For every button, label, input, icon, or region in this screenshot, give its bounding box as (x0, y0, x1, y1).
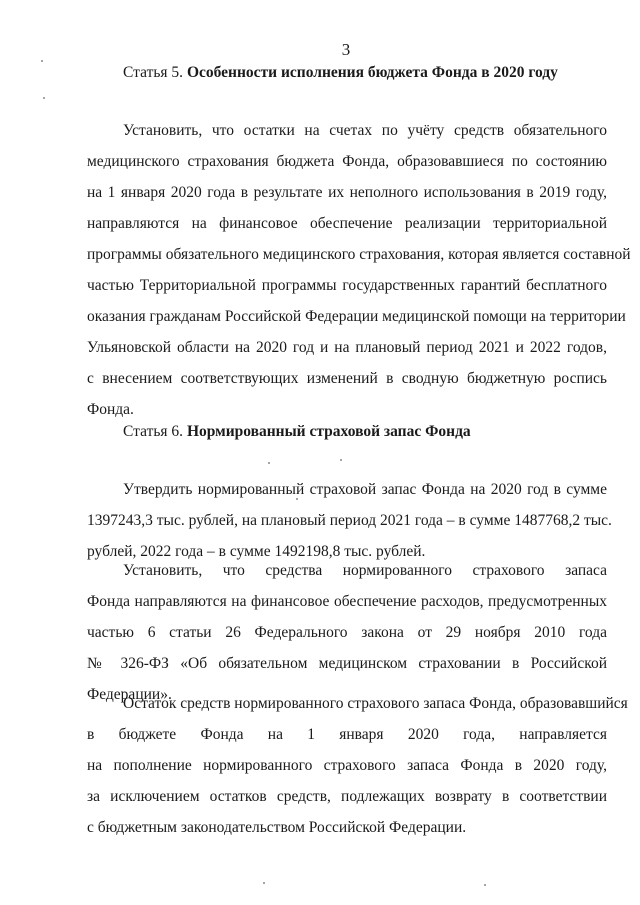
page-number: 3 (341, 40, 351, 59)
paragraph-line: оказания гражданам Российской Федерации медицинской помощи на территории (87, 308, 626, 325)
article-6-paragraph-2 (87, 555, 607, 710)
article-5-heading (123, 64, 558, 82)
paragraph-line: Остаток средств нормированного страхового запаса Фонда, образовавшийся (123, 695, 628, 712)
scan-speck (43, 97, 45, 99)
article-6-prefix: Статья 6. (123, 423, 187, 440)
paragraph-line: рублей, 2022 года – в сумме 1492198,8 тыс. рублей. (87, 543, 426, 560)
paragraph-line: медицинского страхования бюджета Фонда, образовавшиеся по состоянию (87, 153, 607, 170)
paragraph-line: на пополнение нормированного страхового запаса Фонда в 2020 году, (87, 757, 607, 774)
scan-speck (263, 882, 265, 884)
scan-speck (268, 462, 270, 464)
paragraph-line: Утвердить нормированный страховой запас Фонда на 2020 год в сумме (123, 481, 607, 498)
paragraph-line: с бюджетным законодательством Российской Федерации. (87, 819, 467, 836)
paragraph-line: Федерации». (87, 686, 172, 703)
scan-speck (340, 459, 342, 461)
paragraph-line: направляются на финансовое обеспечение реализации территориальной (87, 215, 607, 232)
paragraph-line: в бюджете Фонда на 1 января 2020 года, направляется (87, 726, 607, 743)
paragraph-line: Фонда. (87, 401, 134, 418)
scan-speck (296, 498, 298, 500)
paragraph-line: частью Территориальной программы государственных гарантий бесплатного (87, 277, 607, 294)
paragraph-line: Ульяновской области на 2020 год и на плановый период 2021 и 2022 годов, (87, 339, 607, 356)
paragraph-line: № 326-ФЗ «Об обязательном медицинском страховании в Российской (87, 655, 607, 672)
article-6-paragraph-3 (87, 688, 628, 843)
paragraph-line: программы обязательного медицинского страхования, которая является составной (87, 246, 631, 263)
article-6-title: Нормированный страховой запас Фонда (186, 423, 471, 440)
article-6-paragraph-1 (87, 474, 612, 567)
paragraph-line: с внесением соответствующих изменений в сводную бюджетную роспись (87, 370, 607, 387)
paragraph-line: Фонда направляются на финансовое обеспечение расходов, предусмотренных (87, 593, 607, 610)
paragraph-line: за исключением остатков средств, подлежащих возврату в соответствии (87, 788, 607, 805)
paragraph-line: на 1 января 2020 года в результате их неполного использования в 2019 году, (87, 184, 607, 201)
article-5-title: Особенности исполнения бюджета Фонда в 2020 году (186, 64, 558, 81)
article-5-prefix: Статья 5. (123, 64, 187, 81)
paragraph-line: Установить, что остатки на счетах по учёту средств обязательного (123, 122, 607, 139)
scan-speck (41, 60, 43, 62)
paragraph-line: 1397243,3 тыс. рублей, на плановый период 2021 года – в сумме 1487768,2 тыс. (87, 512, 612, 529)
article-5-body (87, 115, 631, 425)
article-6-heading (123, 423, 471, 441)
scan-speck (484, 884, 486, 886)
paragraph-line: частью 6 статьи 26 Федерального закона от 29 ноября 2010 года (87, 624, 607, 641)
paragraph-line: Установить, что средства нормированного страхового запаса (123, 562, 607, 579)
